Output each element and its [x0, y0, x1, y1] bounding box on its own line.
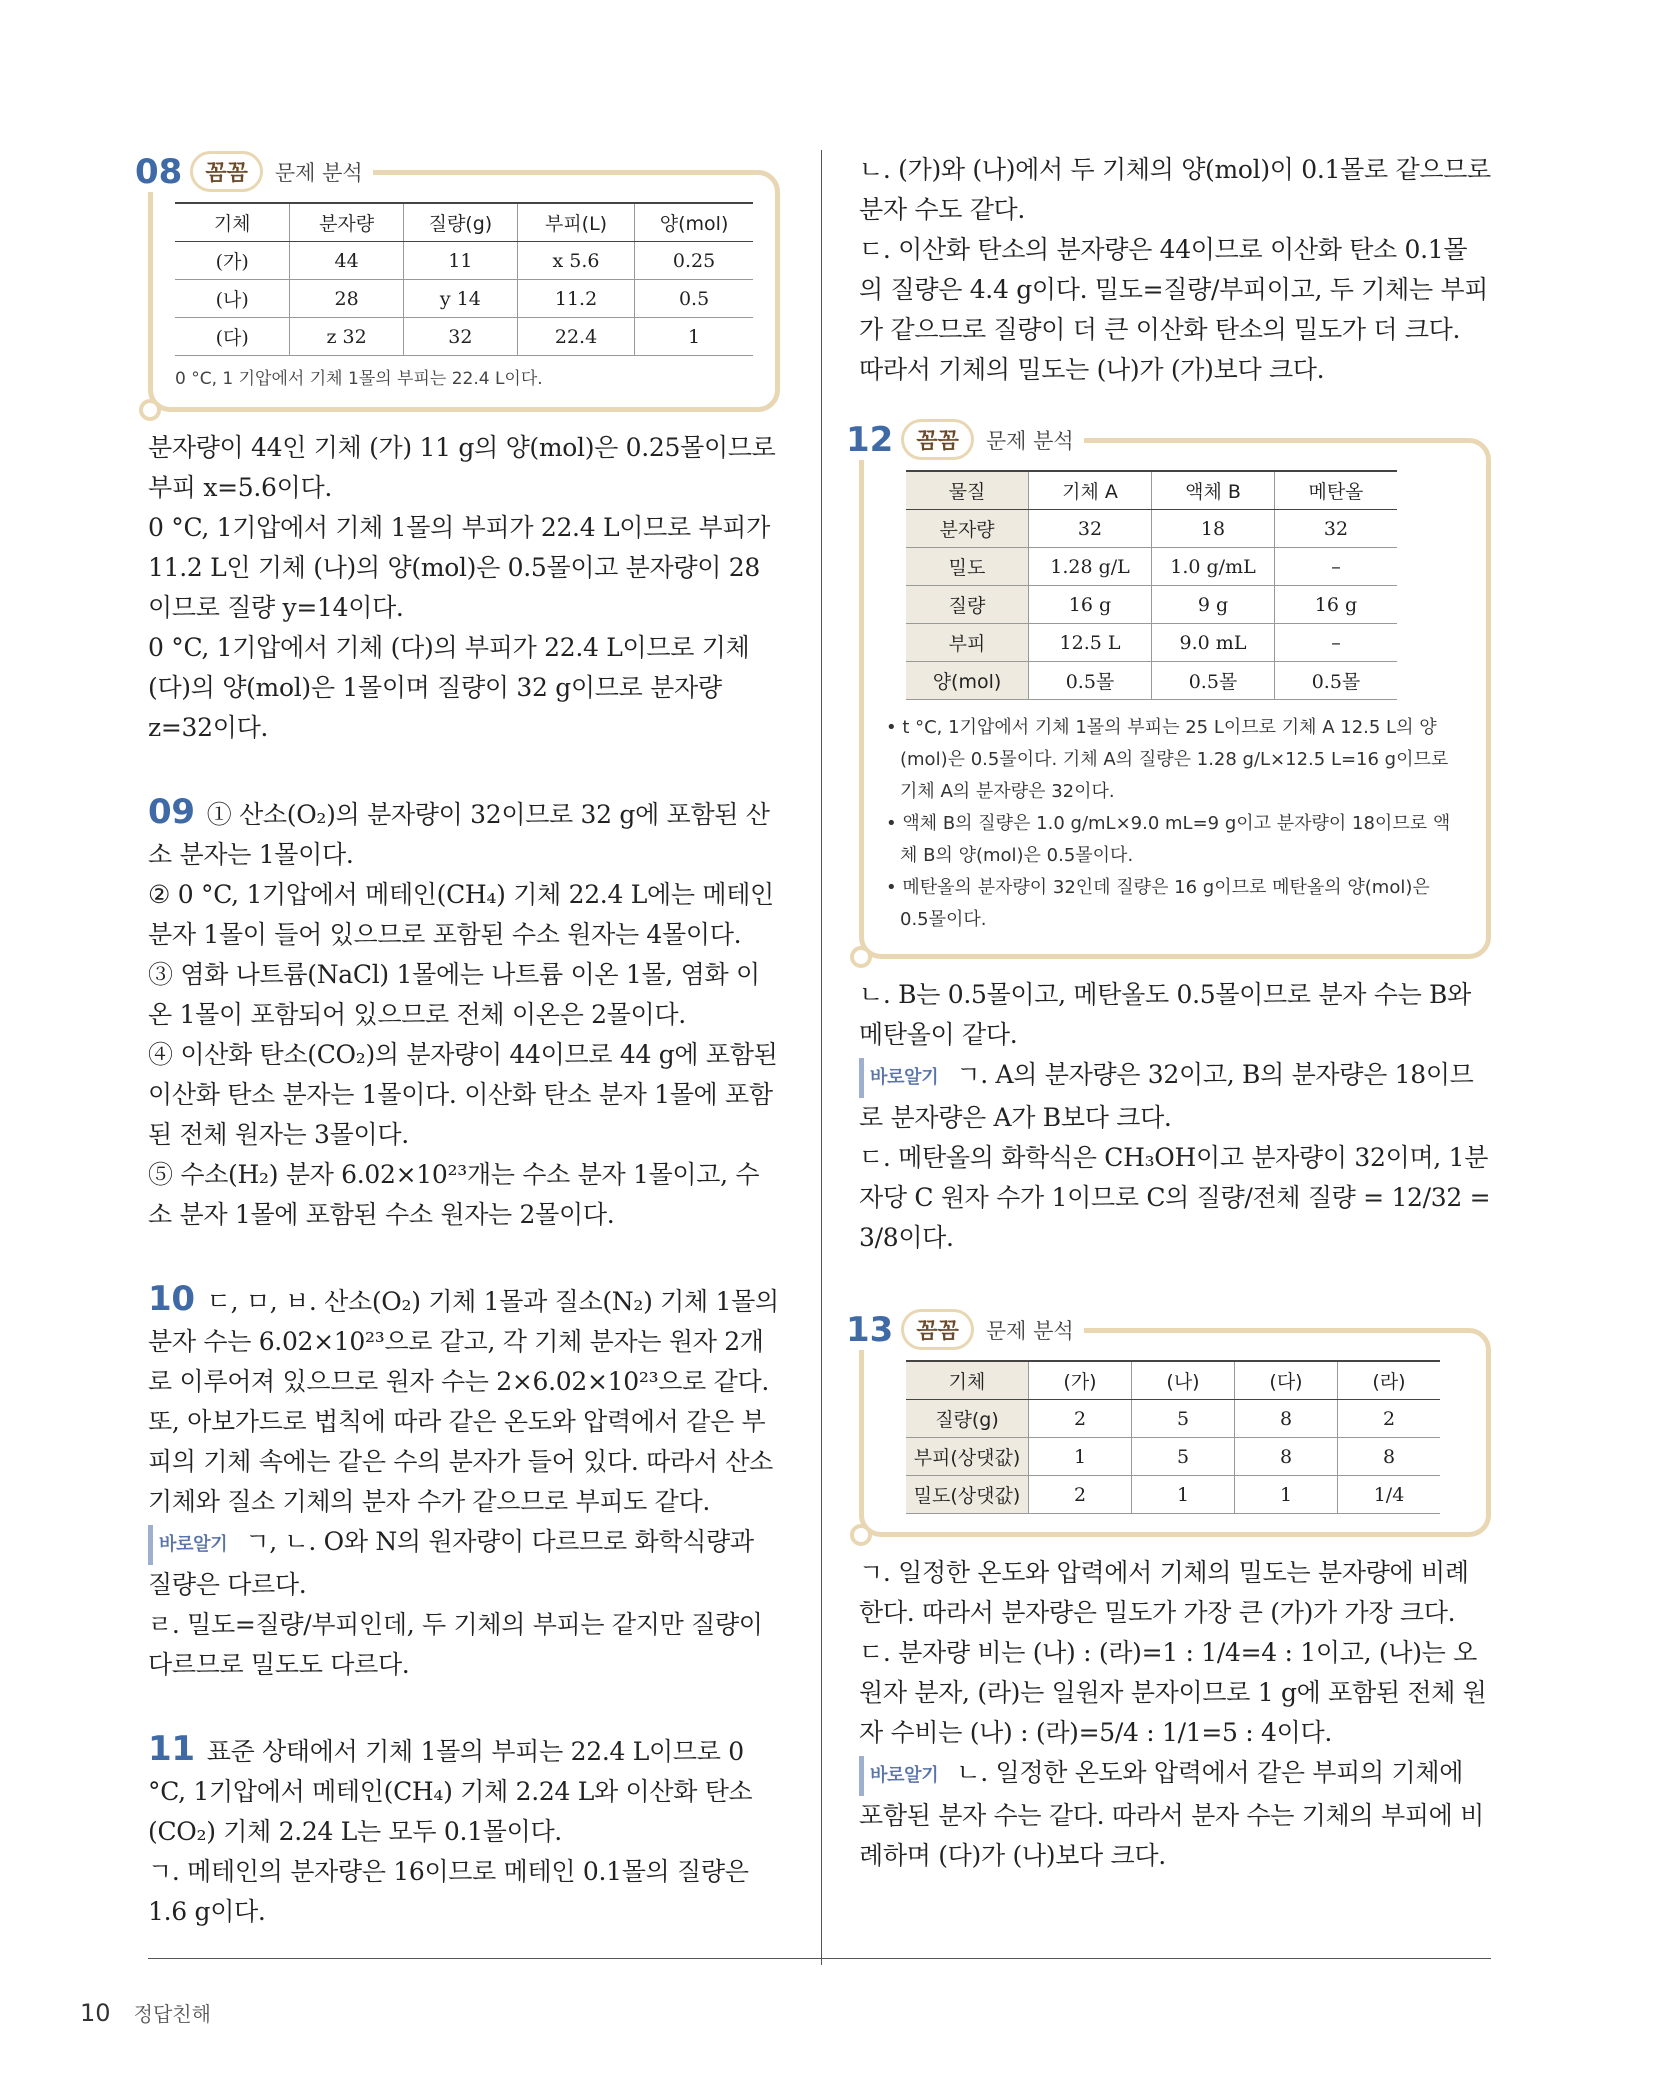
answer-paragraph: ㄱ. 일정한 온도와 압력에서 기체의 밀도는 분자량에 비례한다. 따라서 분자량은 밀도가 가장 큰 (가)가 가장 크다. [859, 1558, 1469, 1627]
analysis-bullet: • t °C, 1기압에서 기체 1몰의 부피는 25 L이므로 기체 A 12.5 L의 양(mol)은 0.5몰이다. 기체 A의 질량은 1.28 g/L×12.5 L=16 g이므로 기체 A의 분자량은 32이다. [886, 717, 1449, 802]
row-header: 밀도 [906, 548, 1029, 586]
col-header: 부피(L) [517, 203, 634, 242]
cell: 9 g [1152, 586, 1275, 624]
baro-label: 바로알기 [859, 1756, 946, 1796]
col-header: (나) [1132, 1361, 1235, 1400]
analysis-box-13 [846, 1309, 1491, 1537]
cell: – [1275, 548, 1398, 586]
table-header-row [906, 1361, 1440, 1400]
cell: 16 g [1275, 586, 1398, 624]
table-row [906, 586, 1397, 624]
right-column [846, 150, 1491, 1876]
answer-paragraph: ㄷ, ㅁ, ㅂ. 산소(O₂) 기체 1몰과 질소(N₂) 기체 1몰의 분자 수는 6.02×10²³으로 같고, 각 기체 분자는 원자 2개로 이루어져 있으므로 원자 수는 2×6.02×10²³으로 같다. 또, 아보가드로 법칙에 따라 같은 온도와 압력에서 같은 부피의 기체 속에는 같은 수의 분자가 들어 있다. 따라서 산소 기체와 질소 기체의 분자 수가 같으므로 부피도 같다. [148, 1287, 779, 1516]
table-row [906, 1476, 1440, 1514]
question-10 [148, 1279, 780, 1522]
answer-paragraph: ㄷ. 분자량 비는 (나) : (라)=1 : 1/4=4 : 1이고, (나)는 오원자 분자, (라)는 일원자 분자이므로 1 g에 포함된 전체 원자 수비는 (나) : (라)=5/4 : 1/1=5 : 4이다. [859, 1638, 1487, 1747]
kkomkkom-badge: 꼼꼼 [901, 1309, 974, 1350]
answer-paragraph: 0 °C, 1기압에서 기체 1몰의 부피가 22.4 L이므로 부피가 11.2 L인 기체 (나)의 양(mol)은 0.5몰이고 분자량이 28이므로 질량 y=14이다. [148, 513, 770, 622]
col-header: (다) [1235, 1361, 1338, 1400]
box-corner-dot [850, 946, 872, 968]
baro-text: ㄴ. 일정한 온도와 압력에서 같은 부피의 기체에 포함된 분자 수는 같다. 따라서 분자 수는 기체의 부피에 비례하며 (다)가 (나)보다 크다. [859, 1758, 1485, 1870]
cell: (가) [175, 242, 290, 280]
table-header-row [906, 471, 1397, 510]
table-row [175, 280, 753, 318]
cell: – [1275, 624, 1398, 662]
cell: 16 g [1029, 586, 1152, 624]
question-number: 10 [148, 1279, 195, 1319]
gas-table-13 [906, 1360, 1440, 1514]
footer-rule [148, 1958, 1491, 1959]
baro-paragraph [859, 1055, 1491, 1138]
cell: 0.5몰 [1029, 662, 1152, 700]
cell: 2 [1029, 1476, 1132, 1514]
answer-paragraph: ㄷ. 이산화 탄소의 분자량은 44이므로 이산화 탄소 0.1몰의 질량은 4.4 g이다. 밀도=질량/부피이고, 두 기체는 부피가 같으므로 질량이 더 큰 이산화 탄소의 밀도가 더 크다. 따라서 기체의 밀도는 (나)가 (가)보다 크다. [859, 235, 1489, 384]
question-number: 11 [148, 1729, 195, 1769]
table-row [906, 548, 1397, 586]
cell: 1.28 g/L [1029, 548, 1152, 586]
baro-text: ㄱ. A의 분자량은 32이고, B의 분자량은 18이므로 분자량은 A가 B보다 크다. [859, 1060, 1474, 1132]
cell: 44 [290, 242, 404, 280]
baro-label: 바로알기 [148, 1525, 235, 1565]
substance-table-12 [906, 470, 1397, 700]
question-number: 08 [135, 151, 183, 192]
cell: x 5.6 [517, 242, 634, 280]
cell: 28 [290, 280, 404, 318]
cell: 1 [1132, 1476, 1235, 1514]
footer-title: 정답친해 [133, 2002, 211, 2026]
column-divider [821, 150, 822, 1965]
box-header-08 [135, 151, 373, 192]
analysis-box-12 [846, 419, 1491, 959]
col-header: 분자량 [290, 203, 404, 242]
gas-table-08 [175, 202, 753, 356]
cell: 2 [1029, 1400, 1132, 1438]
cell: 2 [1338, 1400, 1441, 1438]
page-number: 10 [80, 1999, 111, 2027]
question-number: 13 [846, 1309, 894, 1350]
row-header: 질량(g) [906, 1400, 1029, 1438]
table-row [906, 624, 1397, 662]
kkomkkom-badge: 꼼꼼 [190, 151, 263, 192]
cell: 32 [403, 318, 517, 356]
col-header: 기체 [906, 1361, 1029, 1400]
left-column [135, 150, 780, 1932]
box-header-12 [846, 419, 1084, 460]
row-header: 질량 [906, 586, 1029, 624]
table-row [906, 1400, 1440, 1438]
col-header: 기체 [175, 203, 290, 242]
cell: 1.0 g/mL [1152, 548, 1275, 586]
analysis-bullet: • 액체 B의 질량은 1.0 g/mL×9.0 mL=9 g이고 분자량이 18이므로 액체 B의 양(mol)은 0.5몰이다. [886, 813, 1451, 866]
cell: 1 [635, 318, 753, 356]
analysis-box-08 [135, 151, 780, 412]
col-header: 질량(g) [403, 203, 517, 242]
analysis-bullet: • 메탄올의 분자량이 32인데 질량은 16 g이므로 메탄올의 양(mol)은 0.5몰이다. [886, 877, 1430, 930]
col-header: 기체 A [1029, 471, 1152, 510]
answer-paragraph: ㄱ. 메테인의 분자량은 16이므로 메테인 0.1몰의 질량은 1.6 g이다. [148, 1857, 749, 1926]
answer-paragraph: ① 산소(O₂)의 분자량이 32이므로 32 g에 포함된 산소 분자는 1몰이다. [148, 800, 770, 869]
cell: 8 [1235, 1400, 1338, 1438]
answer-paragraph: ㄴ. (가)와 (나)에서 두 기체의 양(mol)이 0.1몰로 같으므로 분자 수도 같다. [859, 155, 1491, 224]
cell: 1 [1235, 1476, 1338, 1514]
cell: 12.5 L [1029, 624, 1152, 662]
baro-paragraph [148, 1522, 780, 1605]
table-row [175, 242, 753, 280]
cell: (다) [175, 318, 290, 356]
table-row [906, 510, 1397, 548]
answer-paragraph: 0 °C, 1기압에서 기체 (다)의 부피가 22.4 L이므로 기체 (다)의 양(mol)은 1몰이며 질량이 32 g이므로 분자량 z=32이다. [148, 633, 750, 742]
cell: 18 [1152, 510, 1275, 548]
baro-paragraph [859, 1753, 1491, 1876]
answer-paragraph: ㄹ. 밀도=질량/부피인데, 두 기체의 부피는 같지만 질량이 다르므로 밀도도 다르다. [148, 1610, 763, 1679]
question-09 [148, 792, 780, 875]
table-row [906, 662, 1397, 700]
cell: 5 [1132, 1438, 1235, 1476]
col-header: 물질 [906, 471, 1029, 510]
cell: 32 [1029, 510, 1152, 548]
cell: 8 [1235, 1438, 1338, 1476]
col-header: 양(mol) [635, 203, 753, 242]
cell: 11 [403, 242, 517, 280]
cell: 1/4 [1338, 1476, 1441, 1514]
cell: 0.5몰 [1152, 662, 1275, 700]
table-row [906, 1438, 1440, 1476]
box-header-13 [846, 1309, 1084, 1350]
cell: (나) [175, 280, 290, 318]
answer-paragraph: 표준 상태에서 기체 1몰의 부피는 22.4 L이므로 0 °C, 1기압에서 메테인(CH₄) 기체 2.24 L와 이산화 탄소(CO₂) 기체 2.24 L는 모두 0.1몰이다. [148, 1737, 753, 1846]
answer-paragraph: ㄷ. 메탄올의 화학식은 CH₃OH이고 분자량이 32이며, 1분자당 C 원자 수가 1이므로 C의 질량/전체 질량 = 12/32 = 3/8이다. [859, 1143, 1491, 1252]
table-row [175, 318, 753, 356]
cell: 8 [1338, 1438, 1441, 1476]
box-corner-dot [850, 1524, 872, 1546]
cell: 0.5 [635, 280, 753, 318]
baro-label: 바로알기 [859, 1058, 946, 1098]
box-title: 문제 분석 [985, 428, 1074, 453]
cell: 1 [1029, 1438, 1132, 1476]
row-header: 밀도(상댓값) [906, 1476, 1029, 1514]
row-header: 분자량 [906, 510, 1029, 548]
answer-paragraph: 분자량이 44인 기체 (가) 11 g의 양(mol)은 0.25몰이므로 부피 x=5.6이다. [148, 433, 776, 502]
cell: 22.4 [517, 318, 634, 356]
cell: y 14 [403, 280, 517, 318]
cell: 0.5몰 [1275, 662, 1398, 700]
baro-text: ㄱ, ㄴ. O와 N의 원자량이 다르므로 화학식량과 질량은 다르다. [148, 1527, 754, 1599]
box-title: 문제 분석 [985, 1318, 1074, 1343]
row-header: 양(mol) [906, 662, 1029, 700]
box-title: 문제 분석 [274, 160, 363, 185]
col-header: 메탄올 [1275, 471, 1398, 510]
box-corner-dot [139, 399, 161, 421]
cell: 5 [1132, 1400, 1235, 1438]
page-footer [80, 1998, 211, 2027]
answer-paragraph: ⑤ 수소(H₂) 분자 6.02×10²³개는 수소 분자 1몰이고, 수소 분자 1몰에 포함된 수소 원자는 2몰이다. [148, 1160, 760, 1229]
cell: 0.25 [635, 242, 753, 280]
answer-paragraph: ④ 이산화 탄소(CO₂)의 분자량이 44이므로 44 g에 포함된 이산화 탄소 분자는 1몰이다. 이산화 탄소 분자 1몰에 포함된 전체 원자는 3몰이다. [148, 1040, 778, 1149]
table-note: 0 °C, 1 기압에서 기체 1몰의 부피는 22.4 L이다. [175, 369, 543, 389]
row-header: 부피(상댓값) [906, 1438, 1029, 1476]
col-header: 액체 B [1152, 471, 1275, 510]
answer-paragraph: ㄴ. B는 0.5몰이고, 메탄올도 0.5몰이므로 분자 수는 B와 메탄올이 같다. [859, 980, 1471, 1049]
table-header-row [175, 203, 753, 242]
col-header: (라) [1338, 1361, 1441, 1400]
kkomkkom-badge: 꼼꼼 [901, 419, 974, 460]
question-11 [148, 1729, 780, 1852]
answer-paragraph: ③ 염화 나트륨(NaCl) 1몰에는 나트륨 이온 1몰, 염화 이온 1몰이 포함되어 있으므로 전체 이온은 2몰이다. [148, 960, 760, 1029]
col-header: (가) [1029, 1361, 1132, 1400]
cell: 9.0 mL [1152, 624, 1275, 662]
question-number: 12 [846, 419, 894, 460]
cell: 32 [1275, 510, 1398, 548]
row-header: 부피 [906, 624, 1029, 662]
question-number: 09 [148, 792, 195, 832]
cell: z 32 [290, 318, 404, 356]
cell: 11.2 [517, 280, 634, 318]
answer-paragraph: ② 0 °C, 1기압에서 메테인(CH₄) 기체 22.4 L에는 메테인 분자 1몰이 들어 있으므로 포함된 수소 원자는 4몰이다. [148, 880, 774, 949]
